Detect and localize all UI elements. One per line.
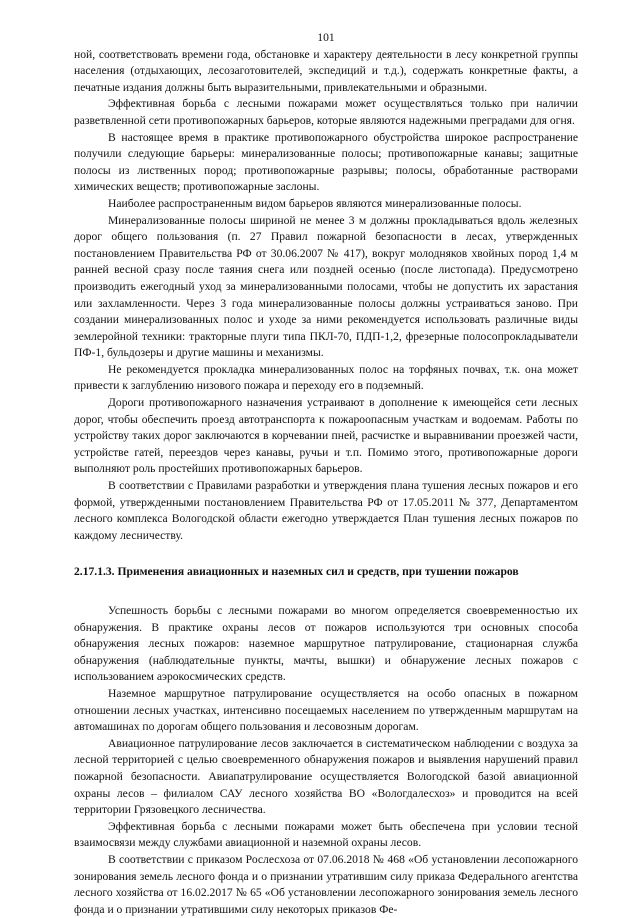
section-air-ground-forces [74, 603, 578, 918]
paragraph: ной, соответствовать времени года, обстановке и характеру деятельности в лесу конкретной группы населения (отдыхающих, лесозаготовителей, экспедиций и т.д.), содержать конкретные факты, а печатные издания должны быть выразительными, привлекательными и образными. [74, 47, 578, 94]
paragraph: Эффективная борьба с лесными пожарами может быть обеспечена при условии тесной взаимосвязи между службами авиационной и наземной охраны лесов. [74, 819, 578, 850]
paragraph: Успешность борьбы с лесными пожарами во многом определяется своевременностью их обнаружения. В практике охраны лесов от пожаров используются три основных способа обнаружения лесных пожаров: наземное маршрутное патрулирование, стационарная служба обнаружения (наблюдательные пункты, мачты, вышки) и обнаружение лесных пожаров с использованием аэрокосмических средств. [74, 604, 578, 684]
document-page [74, 30, 578, 918]
section-fire-barriers [74, 47, 578, 545]
paragraph: Дороги противопожарного назначения устраивают в дополнение к имеющейся сети лесных дорог, чтобы обеспечить проезд автотранспорта к пожароопасным участкам и водоемам. Работы по устройству таких дорог заключаются в корчевании пней, расчистке и выравнивании проезжей части, устройстве гатей, переездов через канавы, ручьи и т.п. Помимо этого, противопожарные дороги выполняют роль простейших противопожарных барьеров. [74, 396, 578, 476]
paragraph: Не рекомендуется прокладка минерализованных полос на торфяных почвах, т.к. она может привести к заглублению низового пожара и переходу его в подземный. [74, 362, 578, 393]
paragraph: Наземное маршрутное патрулирование осуществляется на особо опасных в пожарном отношении лесных участках, интенсивно посещаемых населением по утвержденным маршрутам на автомашинах по дорогам общего пользования и лесовозным дорогам. [74, 686, 578, 734]
page-number: 101 [317, 31, 335, 44]
paragraph: Наиболее распространенным видом барьеров являются минерализованные полосы. [108, 196, 522, 210]
paragraph: В настоящее время в практике противопожарного обустройства широкое распространение получили следующие барьеры: минерализованные полосы; противопожарные канавы; защитные полосы из лиственных пород; противопожарные разрывы; полосы, обработанные растворами химических веществ; противопожарные заслоны. [74, 130, 578, 194]
paragraph: Эффективная борьба с лесными пожарами может осуществляться только при наличии разветвленной сети противопожарных барьеров, которые являются надежными преградами для огня. [74, 97, 578, 127]
paragraph: Минерализованные полосы шириной не менее 3 м должны прокладываться вдоль железных дорог общего пользования (п. 27 Правил пожарной безопасности в лесах, утвержденных постановлением Правительства РФ от 30.06.2007 № 417), вокруг молодняков хвойных пород 1,4 м ранней весной сразу после таяния снега или поздней осенью (после листопада). Предусмотрено производить ежегодный уход за минерализованными полосами, чтобы не допустить их зарастания или захламленности. Через 3 года минерализованные полосы должны устраиваться заново. При создании минерализованных полос и уходе за ними рекомендуется использовать различные виды землеройной техники: тракторные плуги типа ПКЛ-70, ПДП-1,2, фрезерные полосопрокладыватели ПФ-1, бульдозеры и другие машины и механизмы. [74, 213, 578, 360]
paragraph: В соответствии с Правилами разработки и утверждения плана тушения лесных пожаров и его формой, утвержденными постановлением Правительства РФ от 17.05.2011 № 377, Департаментом лесного комплекса Вологодской области ежегодно утверждается План тушения лесных пожаров по каждому лесничеству. [74, 479, 578, 542]
section-heading: 2.17.1.3. Применения авиационных и наземных сил и средств, при тушении пожаров [74, 565, 519, 579]
paragraph: В соответствии с приказом Рослесхоза от 07.06.2018 № 468 «Об установлении лесопожарного зонирования земель лесного фонда и о признании утратившим силу приказа Федерального агентства лесного хозяйства от 16.02.2017 № 65 «Об установлении лесопожарного зонирования земель лесного фонда и о признании утратившими силу некоторых приказов Фе- [74, 852, 578, 916]
paragraph: Авиационное патрулирование лесов заключается в систематическом наблюдении с воздуха за лесной территорией с целью своевременного обнаружения пожаров и выявления нарушений правил пожарной безопасности. Авиапатрулирование осуществляется Вологодской базой авиационной охраны лесов – филиалом САУ лесного хозяйства ВО «Вологдалесхоз» и проводится на всей территории Грязовецкого лесничества. [74, 736, 578, 817]
